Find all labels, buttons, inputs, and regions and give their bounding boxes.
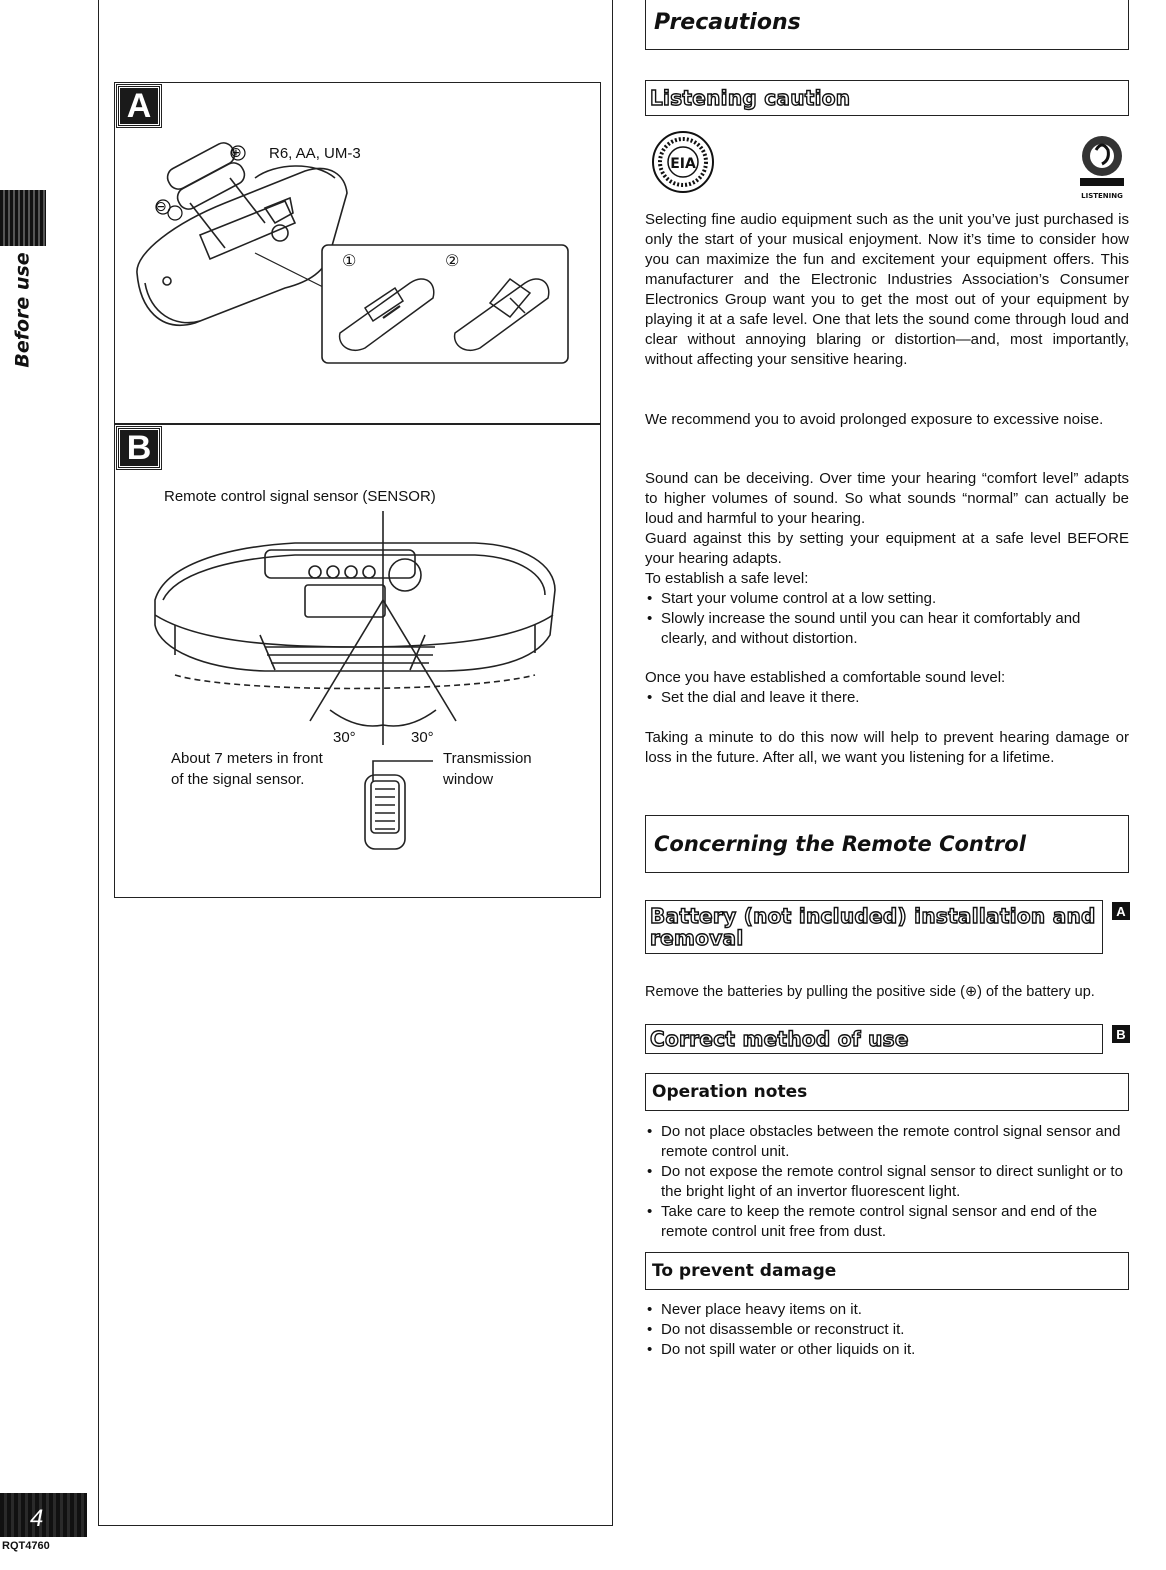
closing-paragraph: Taking a minute to do this now will help to prevent hearing damage or loss in the future. After all, we want you listening for a lifetime.	[645, 729, 1129, 766]
list-item: • Start your volume control at a low setting.	[645, 589, 1129, 609]
angle-left-label: 30°	[333, 729, 356, 746]
svg-text:LISTENING: LISTENING	[1081, 192, 1123, 200]
figure-a-letter: A	[117, 85, 161, 127]
figure-b-panel	[114, 424, 601, 898]
figure-b-reference: B	[1112, 1025, 1130, 1043]
safe-level-intro: To establish a safe level:	[645, 570, 809, 587]
distance-note: About 7 meters in front of the signal sensor.	[171, 750, 323, 788]
safe-level-list	[645, 589, 1129, 649]
list-item: • Do not disassemble or reconstruct it.	[645, 1320, 1129, 1340]
operation-notes-list	[645, 1122, 1129, 1242]
step-1-marker: ①	[342, 253, 357, 270]
svg-text:EIA: EIA	[670, 156, 696, 172]
comfortable-level-intro: Once you have established a comfortable sound level:	[645, 669, 1006, 686]
list-item: • Slowly increase the sound until you can hear it comfortably and clearly, and without distortion.	[645, 609, 1129, 649]
figure-b-letter: B	[117, 427, 161, 469]
angle-right-label: 30°	[411, 729, 434, 746]
figure-a-panel	[114, 82, 601, 424]
prevent-damage-list	[645, 1300, 1129, 1360]
list-item: • Set the dial and leave it there.	[645, 688, 1129, 708]
eia-logo	[647, 130, 719, 194]
plus-terminal-sign: ⊕	[230, 144, 242, 160]
document-code: RQT4760	[2, 1540, 50, 1552]
step-2-marker: ②	[445, 253, 460, 270]
battery-installation-heading: Battery (not included) installation and removal	[645, 900, 1103, 954]
section-label: Before use	[12, 252, 34, 368]
guard-paragraph: Guard against this by setting your equipment at a safe level BEFORE your hearing adapts.	[645, 530, 1129, 567]
sensor-label: Remote control signal sensor (SENSOR)	[164, 488, 436, 505]
figure-a-reference: A	[1112, 902, 1130, 920]
stereo-unit-illustration	[115, 425, 602, 899]
battery-removal-text: Remove the batteries by pulling the positive side (⊕) of the battery up.	[645, 984, 1095, 1000]
minus-terminal-sign: ⊖	[155, 198, 167, 214]
deceiving-paragraph: Sound can be deceiving. Over time your hearing “comfort level” adapts to higher volumes of sound. So what sounds “normal” can actually be loud and harmful to your hearing.	[645, 470, 1129, 527]
section-tab-marker	[0, 190, 46, 246]
correct-method-heading: Correct method of use	[645, 1024, 1103, 1054]
remote-control-title: Concerning the Remote Control	[645, 815, 1129, 873]
exposure-paragraph: We recommend you to avoid prolonged exposure to excessive noise.	[645, 411, 1104, 428]
intro-paragraph: Selecting fine audio equipment such as the unit you’ve just purchased is only the start of your musical enjoyment. Now it’s time to consider how you can maximize the fun and excitement your equipment offers. This manufacturer and the Electronic Industries Association’s Consumer Electronics Group want you to get the most out of your equipment by playing it at a safe level. One that lets the sound come through loud and clear without annoying blaring or distortion—and, most importantly, without affecting your sensitive hearing.	[645, 211, 1129, 368]
list-item: • Do not spill water or other liquids on it.	[645, 1340, 1129, 1360]
list-item: • Do not expose the remote control signal sensor to direct sunlight or to the bright light of an invertor fluorescent light.	[645, 1162, 1129, 1202]
battery-installation-illustration	[115, 83, 602, 425]
battery-type-label: R6, AA, UM-3	[269, 145, 361, 162]
operation-notes-heading: Operation notes	[645, 1073, 1129, 1111]
list-item: • Take care to keep the remote control signal sensor and end of the remote control unit free from dust.	[645, 1202, 1129, 1242]
list-item: • Do not place obstacles between the remote control signal sensor and remote control unit.	[645, 1122, 1129, 1162]
comfortable-level-list	[645, 688, 1129, 708]
listening-caution-heading: Listening caution	[645, 80, 1129, 116]
prevent-damage-heading: To prevent damage	[645, 1252, 1129, 1290]
listening-logo	[1074, 132, 1130, 204]
precautions-title: Precautions	[645, 0, 1129, 50]
page-number: 4	[0, 1493, 87, 1537]
transmission-window-note: Transmission window	[443, 750, 532, 788]
list-item: • Never place heavy items on it.	[645, 1300, 1129, 1320]
